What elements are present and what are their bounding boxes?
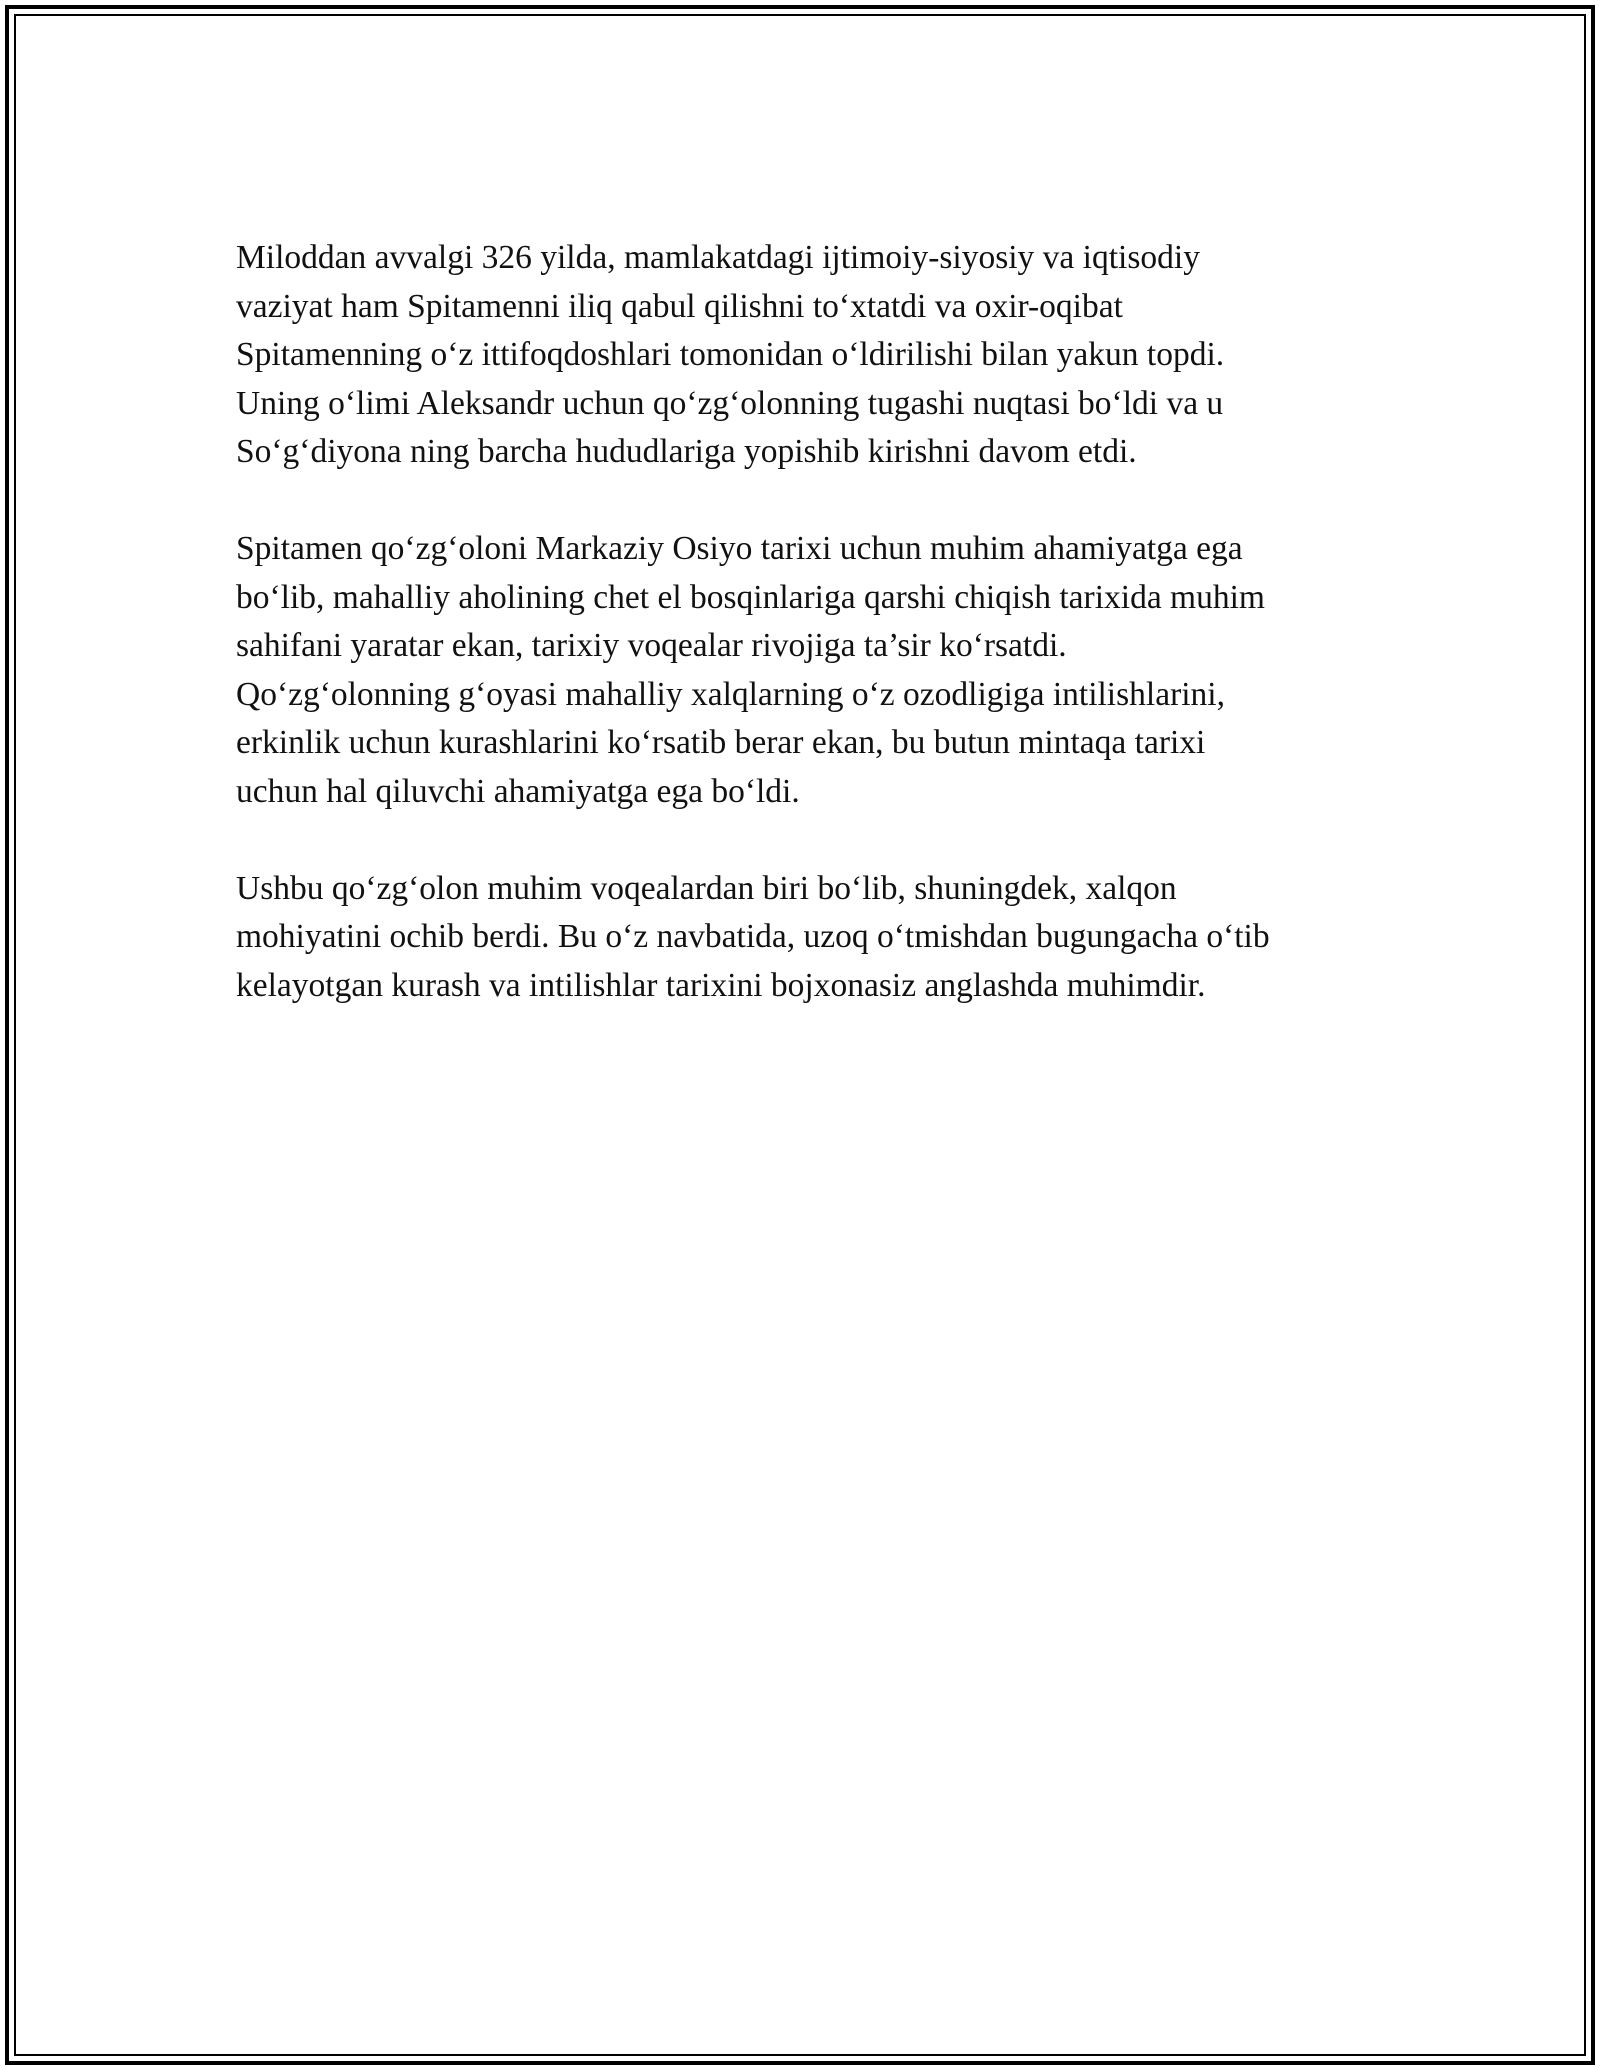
- paragraph-2: [236, 525, 1416, 816]
- text-line: Uning o‘limi Aleksandr uchun qo‘zg‘olonning tugashi nuqtasi bo‘ldi va u: [236, 384, 1224, 422]
- text-line: Miloddan avvalgi 326 yilda, mamlakatdagi ijtimoiy-siyosiy va iqtisodiy: [236, 239, 1200, 276]
- text-line: Spitamenning o‘z ittifoqdoshlari tomonidan o‘ldirilishi bilan yakun topdi.: [236, 336, 1225, 373]
- text-line: mohiyatini ochib berdi. Bu o‘z navbatida, uzoq o‘tmishdan bugungacha o‘tib: [236, 918, 1270, 955]
- text-line: uchun hal qiluvchi ahamiyatga ega bo‘ldi.: [236, 772, 800, 810]
- text-line: erkinlik uchun kurashlarini ko‘rsatib berar ekan, bu butun mintaqa tarixi: [236, 724, 1206, 761]
- text-line: sahifani yaratar ekan, tarixiy voqealar rivojiga ta’sir ko‘rsatdi.: [236, 627, 1067, 664]
- text-line: bo‘lib, mahalliy aholining chet el bosqinlariga qarshi chiqish tarixida muhim: [236, 578, 1265, 616]
- text-line: vaziyat ham Spitamenni iliq qabul qilishni to‘xtatdi va oxir-oqibat: [236, 287, 1123, 325]
- paragraph-1: [236, 234, 1416, 477]
- text-line: Spitamen qo‘zg‘oloni Markaziy Osiyo tarixi uchun muhim ahamiyatga ega: [236, 530, 1243, 567]
- text-line: kelayotgan kurash va intilishlar tarixini bojxonasiz anglashda muhimdir.: [236, 966, 1206, 1004]
- text-line: Ushbu qo‘zg‘olon muhim voqealardan biri bo‘lib, shuningdek, xalqon: [236, 869, 1177, 907]
- text-line: Qo‘zg‘olonning g‘oyasi mahalliy xalqlarning o‘z ozodligiga intilishlarini,: [236, 675, 1225, 713]
- document-body: [236, 234, 1416, 1059]
- paragraph-3: [236, 865, 1416, 1011]
- text-line: So‘g‘diyona ning barcha hududlariga yopishib kirishni davom etdi.: [236, 433, 1137, 470]
